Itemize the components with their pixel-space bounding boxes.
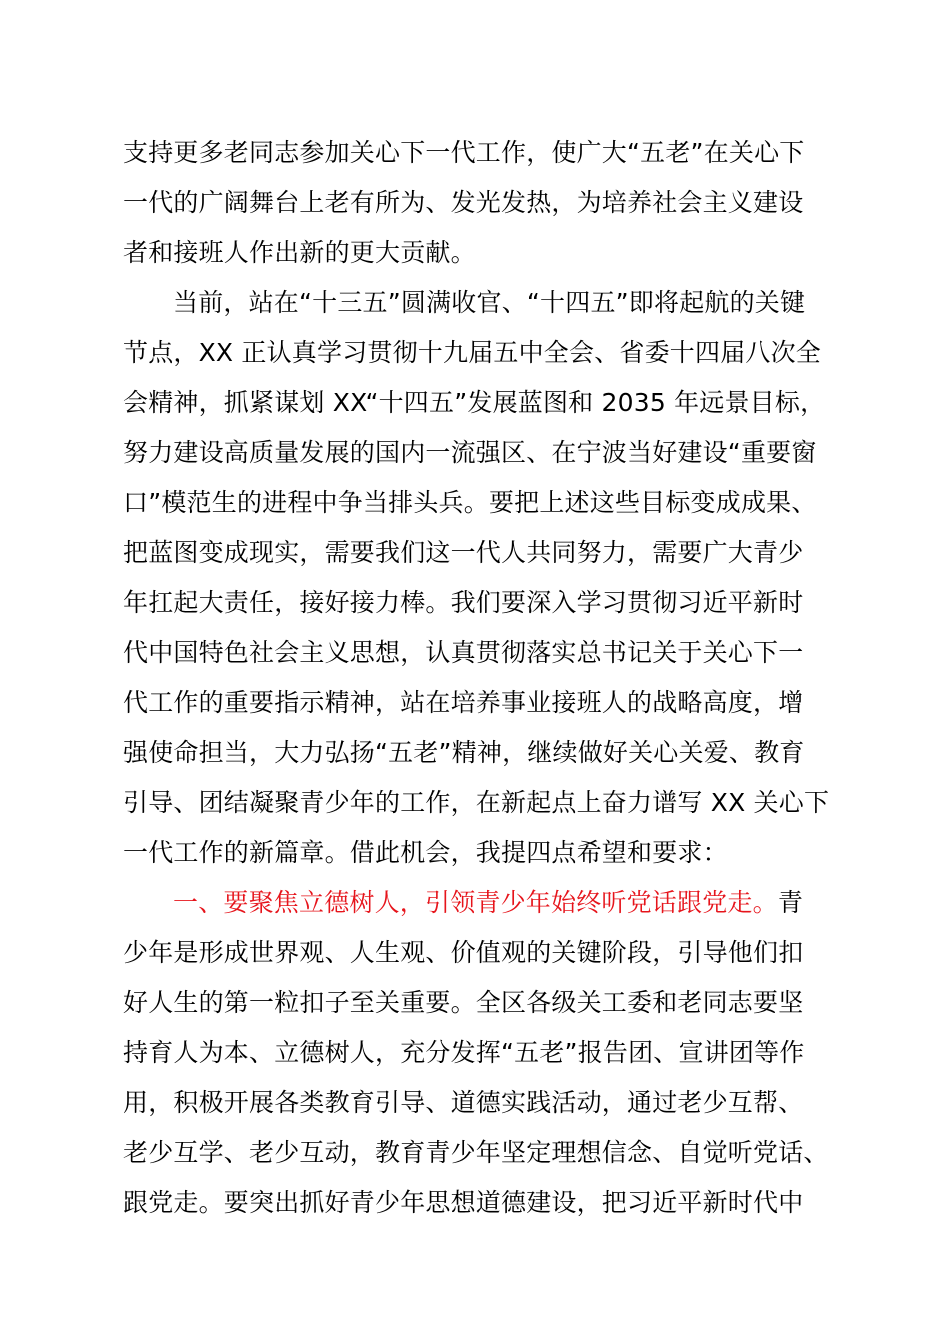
paragraph-line: 者和接班人作出新的更大贡献。 — [123, 238, 476, 267]
paragraph-line: 用，积极开展各类教育引导、道德实践活动，通过老少互帮、 — [123, 1088, 804, 1117]
paragraph-line: 一代工作的新篇章。借此机会，我提四点希望和要求： — [123, 838, 728, 867]
paragraph-line: 节点，XX 正认真学习贯彻十九届五中全会、省委十四届八次全 — [123, 338, 822, 367]
heading-continuation: 青 — [777, 888, 804, 917]
paragraph-line: 支持更多老同志参加关心下一代工作，使广大“五老”在关心下 — [123, 138, 805, 167]
paragraph-line: 强使命担当，大力弘扬“五老”精神，继续做好关心关爱、教育 — [123, 738, 805, 767]
paragraph-line: 跟党走。要突出抓好青少年思想道德建设，把习近平新时代中 — [123, 1188, 804, 1217]
paragraph-line: 持育人为本、立德树人，充分发挥“五老”报告团、宣讲团等作 — [123, 1038, 805, 1067]
paragraph-line: 老少互学、老少互动，教育青少年坚定理想信念、自觉听党话、 — [123, 1138, 829, 1167]
paragraph-line: 当前，站在“十三五”圆满收官、“十四五”即将起航的关键 — [173, 288, 806, 317]
paragraph-line: 引导、团结凝聚青少年的工作，在新起点上奋力谱写 XX 关心下 — [123, 788, 830, 817]
paragraph-line: 口”模范生的进程中争当排头兵。要把上述这些目标变成成果、 — [123, 488, 817, 517]
paragraph-line: 年扛起大责任，接好接力棒。我们要深入学习贯彻习近平新时 — [123, 588, 804, 617]
paragraph-line: 会精神，抓紧谋划 XX“十四五”发展蓝图和 2035 年远景目标， — [123, 388, 826, 417]
section-heading-line — [173, 883, 803, 923]
paragraph-line: 少年是形成世界观、人生观、价值观的关键阶段，引导他们扣 — [123, 938, 804, 967]
paragraph-line: 努力建设高质量发展的国内一流强区、在宁波当好建设“重要窗 — [123, 438, 817, 467]
paragraph-line: 代中国特色社会主义思想，认真贯彻落实总书记关于关心下一 — [123, 638, 804, 667]
paragraph-line: 一代的广阔舞台上老有所为、发光发热，为培养社会主义建设 — [123, 188, 804, 217]
paragraph-line: 好人生的第一粒扣子至关重要。全区各级关工委和老同志要坚 — [123, 988, 804, 1017]
paragraph-line: 代工作的重要指示精神，站在培养事业接班人的战略高度，增 — [123, 688, 804, 717]
section-heading: 一、要聚焦立德树人，引领青少年始终听党话跟党走。 — [173, 888, 778, 917]
paragraph-line: 把蓝图变成现实，需要我们这一代人共同努力，需要广大青少 — [123, 538, 804, 567]
